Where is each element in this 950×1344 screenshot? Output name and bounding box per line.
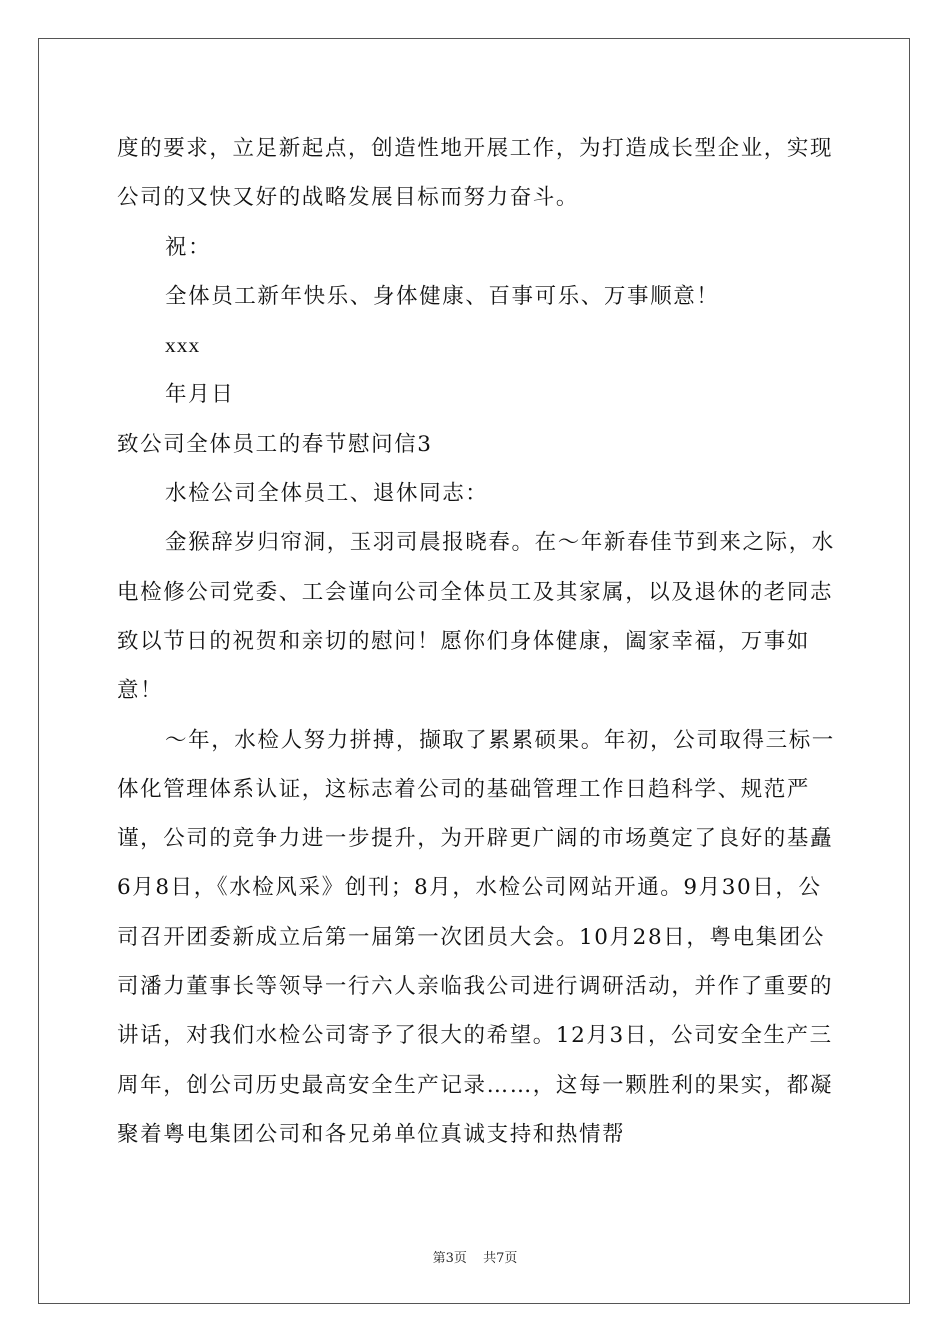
signature-date: 年月日 (165, 382, 235, 408)
document-body (117, 124, 837, 1159)
signature-name: xxx (165, 333, 201, 358)
greeting-label: 祝： (165, 234, 212, 260)
page-footer (0, 1247, 950, 1266)
paragraph-continuation: 度的要求，立足新起点，创造性地开展工作，为打造成长型企业，实现公司的又快又好的战略发展目标而努力奋斗。 (117, 136, 834, 211)
salutation: 水检公司全体员工、退休同志： (165, 481, 489, 507)
paragraph-greeting: 金猴辞岁归帘洞，玉羽司晨报晓春。在～年新春佳节到来之际，水电检修公司党委、工会谨向公司全体员工及其家属，以及退休的老同志致以节日的祝贺和亲切的慰问！愿你们身体健康，阖家幸福，万事如意！ (117, 530, 835, 704)
page-number: 第3页 (432, 1251, 467, 1266)
paragraph-achievements: ～年，水检人努力拼搏，撷取了累累硕果。年初，公司取得三标一体化管理体系认证，这标志着公司的基础管理工作日趋科学、规范严谨，公司的竞争力进一步提升，为开辟更广阔的市场奠定了良好的基矗6月8日，《水检风采》创刊；8月，水检公司网站开通。9月30日，公司召开团委新成立后第一届第一次团员大会。10月28日，粤电集团公司潘力董事长等领导一行六人亲临我公司进行调研活动，并作了重要的讲话，对我们水检公司寄予了很大的希望。12月3日，公司安全生产三周年，创公司历史最高安全生产记录……，这每一颗胜利的果实，都凝聚着粤电集团公司和各兄弟单位真诚支持和热情帮 (117, 727, 835, 1147)
page-total: 共7页 (483, 1251, 518, 1266)
greeting-text: 全体员工新年快乐、身体健康、百事可乐、万事顺意！ (165, 283, 720, 309)
section-title: 致公司全体员工的春节慰问信3 (117, 431, 433, 457)
